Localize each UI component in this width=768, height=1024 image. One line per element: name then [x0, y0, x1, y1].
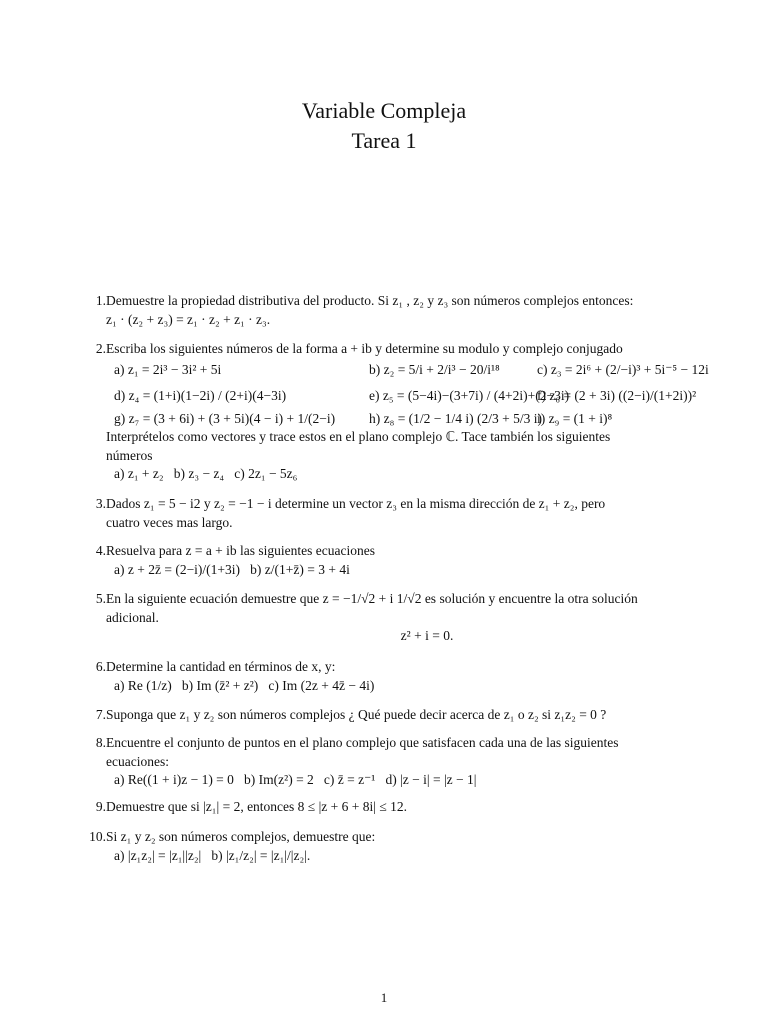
- problem-5: [88, 590, 748, 646]
- page-number: 1: [380, 990, 388, 1005]
- problem-number: 10.: [89, 829, 106, 844]
- expr-e: e) z₅ = (5−4i)−(3+7i) / (4+2i)+(2−3i): [369, 388, 570, 403]
- problem-text: Determine la cantidad en términos de x, y:: [106, 659, 336, 674]
- problem-number: 9.: [95, 799, 106, 814]
- document-subtitle: Tarea 1: [351, 128, 417, 153]
- expr-f: f) z₆ = (2 + 3i) ((2−i)/(1+2i))²: [537, 388, 697, 403]
- problem-9: [88, 798, 748, 817]
- problem-text-cont: ecuaciones:: [106, 753, 169, 769]
- problem-text: Resuelva para z = a + ib las siguientes ecuaciones: [106, 543, 376, 558]
- problem-10: [88, 828, 748, 865]
- problem-8: [88, 734, 748, 790]
- problem-4: [88, 542, 748, 579]
- problem-number: 3.: [95, 496, 106, 511]
- problem-interpretation: Interprételos como vectores y trace estos en el plano complejo ℂ. Tace también los siguientes: [106, 429, 611, 444]
- problem-number: 6.: [95, 659, 106, 674]
- expression-row-2: [106, 387, 748, 406]
- problem-parts: a) Re((1 + i)z − 1) = 0 b) Im(z²) = 2 c) z̄ = z⁻¹ d) |z − i| = |z − 1|: [114, 772, 477, 787]
- problem-3: [88, 495, 748, 532]
- problem-equations: a) z + 2z̄ = (2−i)/(1+3i) b) z/(1+z̄) = 3 + 4i: [114, 561, 350, 577]
- problem-text: Demuestre la propiedad distributiva del producto. Si z₁ , z₂ y z₃ son números complejos entonces:: [106, 293, 634, 308]
- problem-text: Si z₁ y z₂ son números complejos, demuestre que:: [106, 829, 376, 844]
- problem-text: En la siguiente ecuación demuestre que z = −1/√2 + i 1/√2 es solución y encuentre la otra solución: [106, 591, 638, 606]
- expr-b: b) z₂ = 5/i + 2/i³ − 20/i¹⁸: [369, 361, 500, 377]
- problem-number: 2.: [95, 341, 106, 356]
- document-title: Variable Compleja: [301, 98, 467, 123]
- problem-text: Dados z₁ = 5 − i2 y z₂ = −1 − i determine un vector z₃ en la misma dirección de z₁ + z₂, pero: [106, 496, 606, 511]
- expr-a: a) z₁ = 2i³ − 3i² + 5i: [114, 361, 222, 377]
- expr-i: i) z₉ = (1 + i)⁸: [537, 410, 613, 426]
- problem-number: 5.: [95, 591, 106, 606]
- problem-equation: z² + i = 0.: [400, 628, 454, 643]
- expr-d: d) z₄ = (1+i)(1−2i) / (2+i)(4−3i): [114, 388, 287, 403]
- problem-number: 8.: [95, 735, 106, 750]
- problem-operations: a) z₁ + z₂ b) z₃ − z₄ c) 2z₁ − 5z₆: [114, 466, 298, 481]
- problem-text-cont: cuatro veces mas largo.: [106, 514, 233, 530]
- expr-c: c) z₃ = 2i⁶ + (2/−i)³ + 5i⁻⁵ − 12i: [537, 361, 709, 377]
- expr-h: h) z₈ = (1/2 − 1/4 i) (2/3 + 5/3 i): [369, 410, 543, 426]
- problem-text-cont: adicional.: [106, 609, 159, 625]
- problem-7: [88, 706, 748, 725]
- problem-number: 4.: [95, 543, 106, 558]
- problem-formula: z₁ · (z₂ + z₃) = z₁ · z₂ + z₁ · z₃.: [106, 311, 271, 327]
- problem-parts: a) |z₁z₂| = |z₁||z₂| b) |z₁/z₂| = |z₁|/|z₂|.: [114, 847, 311, 863]
- problem-number: 1.: [95, 293, 106, 308]
- problem-parts: a) Re (1/z) b) Im (z̄² + z²) c) Im (2z + 4z̄ − 4i): [114, 677, 375, 693]
- problem-text: Suponga que z₁ y z₂ son números complejos ¿ Qué puede decir acerca de z₁ o z₂ si z₁z₂ = 0 ?: [106, 707, 607, 722]
- problem-2: [88, 340, 748, 484]
- problem-1: [88, 292, 748, 329]
- problem-number: 7.: [95, 707, 106, 722]
- problem-6: [88, 658, 748, 695]
- problem-text: Demuestre que si |z₁| = 2, entonces 8 ≤ |z + 6 + 8i| ≤ 12.: [106, 799, 407, 814]
- problem-interpretation-cont: números: [106, 447, 153, 463]
- expr-g: g) z₇ = (3 + 6i) + (3 + 5i)(4 − i) + 1/(2−i): [114, 410, 336, 426]
- problem-text: Encuentre el conjunto de puntos en el plano complejo que satisfacen cada una de las siguientes: [106, 735, 619, 750]
- expression-row-3: [106, 410, 748, 429]
- problem-text: Escriba los siguientes números de la forma a + ib y determine su modulo y complejo conjugado: [106, 341, 623, 356]
- expression-row-1: [106, 361, 748, 380]
